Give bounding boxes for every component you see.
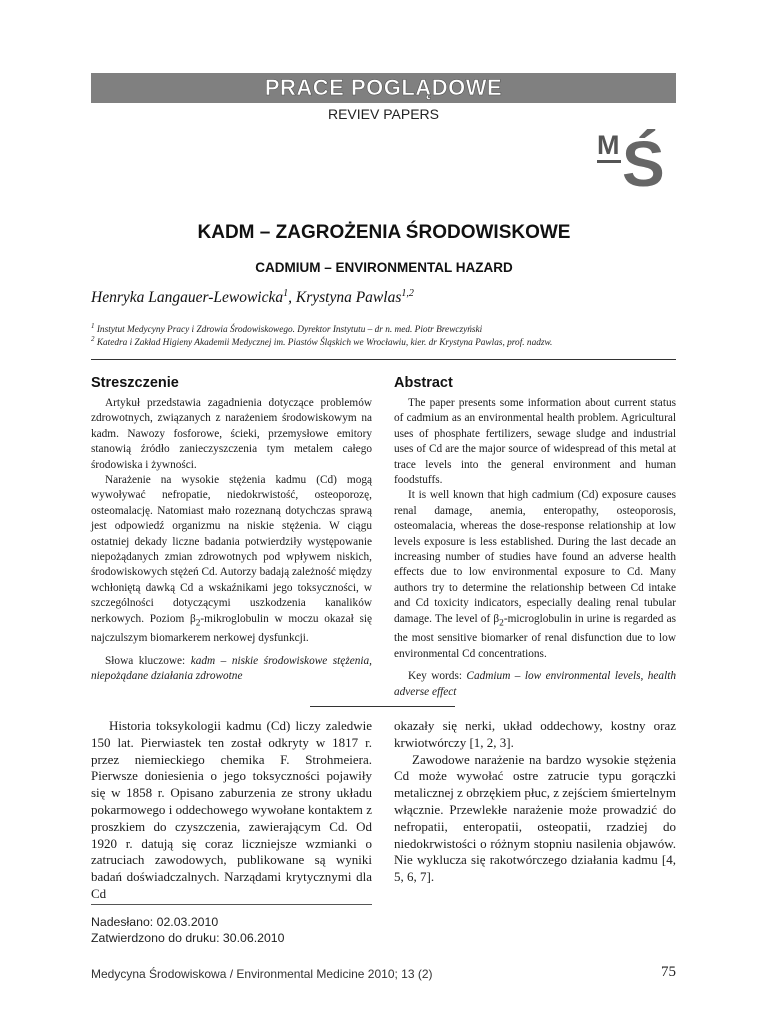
paragraph	[394, 488, 676, 662]
author-name: Krystyna Pawlas	[295, 289, 402, 307]
affiliation-text: Instytut Medycyny Pracy i Zdrowia Środowiskowego. Dyrektor Instytutu – dr n. med. Piotr Brewczyński	[96, 325, 483, 336]
header-divider	[91, 359, 676, 360]
body-right-column	[394, 718, 676, 886]
subscript: 2	[499, 617, 504, 628]
affiliation	[91, 322, 482, 335]
submission-dates	[91, 914, 284, 946]
article-title: KADM – ZAGROŻENIA ŚRODOWISKOWE	[197, 222, 571, 243]
paragraph: Historia toksykologii kadmu (Cd) liczy zaledwie 150 lat. Pierwiastek ten został odkryty w 1817 r. przez niemieckiego chemika F. Strohmeiera. Pierwsze doniesienia o jego toksyczności pojawiły się w 1858 r. Opisano zaburzenia ze strony układu pokarmowego i oddechowego wywołane kontaktem z proszkiem do czyszczenia, zawierającym Cd. Od 1920 r. datują się coraz liczniejsze wzmianki o zatruciach zawodowych, publikowane są wyniki badań doświadczalnych. Narządami krytycznymi dla Cd	[91, 718, 372, 901]
paragraph-text: Narażenie na wysokie stężenia kadmu (Cd) mogą wywoływać nefropatie, niedokrwistość, osteoporozę, osteomalację. Natomiast mało rozeznaną dotychczas sprawą jest odpowiedź organizmu na niskie stężenia. W ciągu ostatniej dekady liczne badania potwierdziły występowanie niepożądanych zmian zdrowotnych pod wpływem niskich, środowiskowych stężeń Cd. Autorzy badają zależność między wchłoniętą dawką Cd a wskaźnikami jego toksyczności, w szczególności dotyczącymi uszkodzenia kanalików nerkowych. Poziom β	[91, 474, 372, 625]
authors: Henryka Langauer-Lewowicka$^1$, Krystyna Pawlas$^{1,2}$	[91, 288, 414, 307]
section-title: PRACE POGLĄDOWE	[264, 75, 503, 100]
paragraph	[91, 473, 372, 647]
accepted-date: Zatwierdzono do druku: 30.06.2010	[91, 931, 285, 945]
page-number: 75	[661, 964, 676, 980]
section-subtitle: REVIEV PAPERS	[327, 106, 439, 122]
author-affiliation-mark: 1,2	[401, 288, 414, 299]
subscript: 2	[195, 617, 201, 628]
body-left-column	[91, 718, 372, 903]
keywords-label: Key words:	[408, 670, 462, 683]
keywords-label: Słowa kluczowe:	[105, 654, 186, 667]
abstract-heading: Abstract	[394, 375, 453, 391]
journal-footer: Medycyna Środowiskowa / Environmental Medicine 2010; 13 (2)	[91, 967, 433, 981]
author-affiliation-mark: 1	[283, 288, 289, 299]
paragraph: Zawodowe narażenie na bardzo wysokie stężenia Cd może wywołać ostre zatrucie typu gorączki metalicznej z obrzękiem płuc, z zejściem śmiertelnym włącznie. Przewlekłe narażenie może prowadzić do nefropatii, enteropatii, osteopatii, rzadziej do niedokrwistości o różnym stopniu nasilenia objawów. Nie wyklucza się rakotwórczego działania kadmu [4, 5, 6, 7].	[394, 751, 676, 885]
keywords	[394, 669, 676, 700]
section-divider	[310, 706, 455, 707]
affiliation-number: 2	[91, 335, 95, 343]
keywords-text: Cadmium – low environmental levels, health adverse effect	[394, 670, 677, 698]
journal-logo	[596, 122, 676, 190]
logo-letter-m: M	[597, 130, 620, 160]
abstract-body	[394, 396, 676, 700]
paragraph: okazały się nerki, układ oddechowy, kostny oraz krwiotwórczy [1, 2, 3].	[394, 718, 676, 750]
affiliation-number: 1	[91, 322, 95, 330]
affiliation	[91, 335, 552, 348]
article-subtitle: CADMIUM – ENVIRONMENTAL HAZARD	[255, 260, 513, 275]
logo-letter-s: Ś	[622, 128, 665, 190]
paragraph-text: -microglobulin in urine is regarded as the most sensitive biomarker of renal disfunction due to low environmental Cd concentrations.	[394, 612, 676, 660]
section-banner	[91, 73, 676, 103]
paragraph-text: -mikroglobulin w moczu okazał się najczulszym biomarkerem nerkowej dysfunkcji.	[91, 612, 372, 645]
keywords-text: kadm – niskie środowiskowe stężenia, niepożądane działania zdrowotne	[91, 654, 372, 683]
footnote-divider	[91, 904, 372, 905]
paragraph: The paper presents some information about current status of cadmium as an environmental health problem. Agricultural uses of phosphate fertilizers, sewage sludge and industrial uses of Cd are the major source of widespread of this metal at trace levels into the general environment and human foodstuffs.	[394, 397, 676, 487]
logo-bar	[597, 160, 621, 163]
author-name: Henryka Langauer-Lewowicka	[91, 289, 284, 307]
streszczenie-body	[91, 396, 372, 685]
paragraph: Artykuł przedstawia zagadnienia dotyczące problemów zdrowotnych, związanych z narażeniem środowiskowym na kadm. Nawozy fosforowe, ścieki, przemysłowe emitory stanowią źródło zanieczyszczenia tym metalem całego środowiska i żywności.	[91, 397, 372, 471]
received-date: Nadesłano: 02.03.2010	[91, 915, 219, 929]
streszczenie-heading: Streszczenie	[91, 375, 179, 391]
paragraph-text: It is well known that high cadmium (Cd) exposure causes renal damage, anemia, enteropathy, osteoporosis, osteomalacia, whereas the dose-response relationship at low levels exposure is less established. During the last decade an increasing number of studies have found an adverse health effects due to low environmental exposure to Cd. Many authors try to determine the relationship between Cd intake and Cd toxicity indicators, especially dealing renal tubular damage. The level of β	[394, 489, 676, 625]
affiliation-text: Katedra i Zakład Higieny Akademii Medycznej im. Piastów Śląskich we Wrocławiu, kier. dr Krystyna Pawlas, prof. nadzw.	[96, 338, 553, 349]
keywords	[91, 654, 372, 685]
